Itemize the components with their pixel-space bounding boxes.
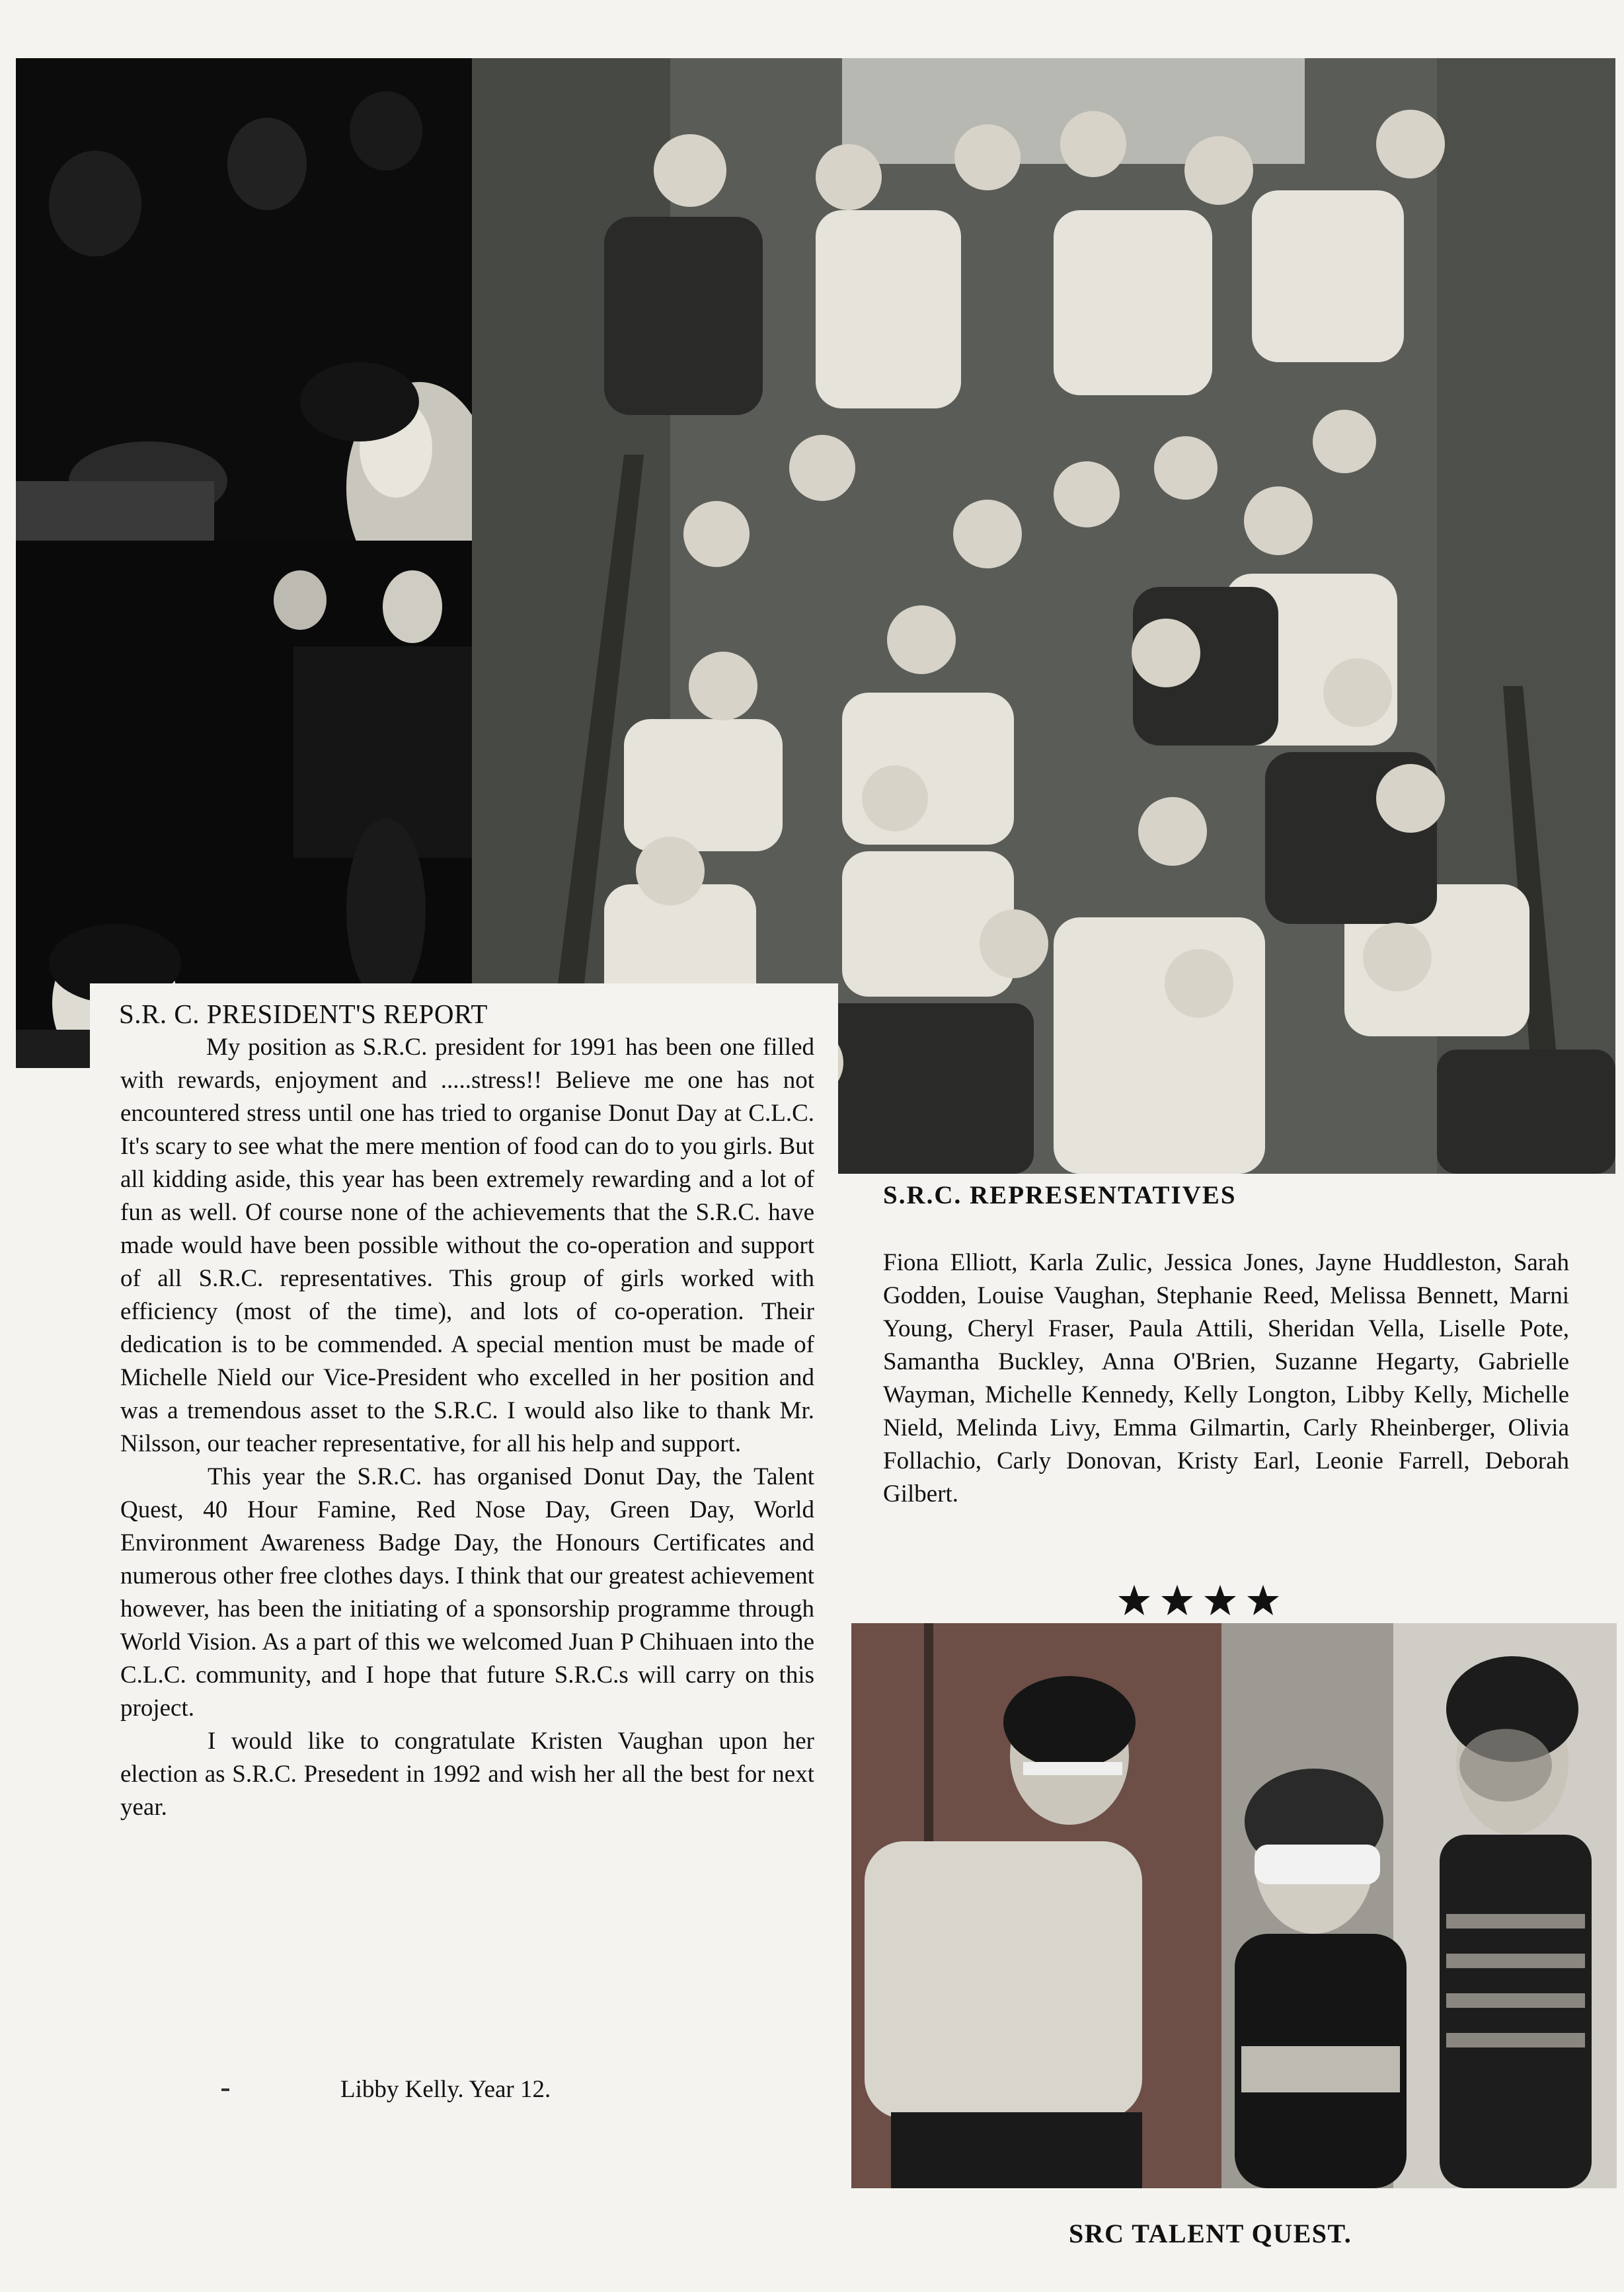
representatives-heading: S.R.C. REPRESENTATIVES xyxy=(883,1181,1237,1209)
report-paragraph: I would like to congratulate Kristen Vaughan upon her election as S.R.C. Presedent in 1992 and wish her all the best for next year. xyxy=(120,1728,814,1821)
report-signoff: Libby Kelly. Year 12. xyxy=(340,2076,551,2103)
photo-crowd-top-image xyxy=(16,58,472,541)
report-paragraph: This year the S.R.C. has organised Donut Day, the Talent Quest, 40 Hour Famine, Red Nose Day, Green Day, World Environment Awareness Badge Day, the Honours Certificates and numerous other free clothes days. I think that our greatest achievement however, has been the initiating of a sponsorship programme through World Vision. As a part of this we welcomed Juan P Chihuaen into the C.L.C. community, and I hope that future S.R.C.s will carry on this project. xyxy=(120,1463,814,1722)
report-body xyxy=(120,1031,814,1824)
report-paragraph: My position as S.R.C. president for 1991 has been one filled with rewards, enjoyment and .....stress!! Believe me one has not encountered stress until one has tried to organise Donut Day at C.L.C. It's scary to see what the mere mention of food can do to you girls. But all kidding aside, this year has been extremely rewarding and a lot of fun as well. Of course none of the achievements that the S.R.C. have made would have been possible without the co-operation and support of all S.R.C. representatives. This group of girls worked with efficiency (most of the time), and lots of co-operation. Their dedication is to be commended. A special mention must be made of Michelle Nield our Vice-President who excelled in her position and was a tremendous asset to the S.R.C. I would also like to thank Mr. Nilsson, our teacher representative, for all his help and support. xyxy=(120,1034,814,1457)
star-divider xyxy=(1116,1582,1288,1619)
stray-mark xyxy=(221,2088,229,2091)
report-title: S.R. C. PRESIDENT'S REPORT xyxy=(119,999,488,1029)
representatives-list: Fiona Elliott, Karla Zulic, Jessica Jones, Jayne Huddleston, Sarah Godden, Louise Vaughan, Stephanie Reed, Melissa Bennett, Marni Young, Cheryl Fraser, Paula Attili, Sheridan Vella, Liselle Pote, Samantha Buckley, Anna O'Brien, Suzanne Hegarty, Gabrielle Wayman, Michelle Kennedy, Kelly Longton, Libby Kelly, Michelle Nield, Melinda Livy, Emma Gilmartin, Carly Rheinberger, Olivia Follachio, Carly Donovan, Kristy Earl, Leonie Farrell, Deborah Gilbert. xyxy=(883,1249,1569,1508)
talent-quest-caption: SRC TALENT QUEST. xyxy=(1069,2219,1352,2248)
star-divider-icon xyxy=(1116,1582,1288,1619)
photo-talent-quest-image xyxy=(851,1623,1617,2188)
photo-talent-quest xyxy=(851,1623,1617,2188)
photo-crowd-top xyxy=(16,58,472,541)
